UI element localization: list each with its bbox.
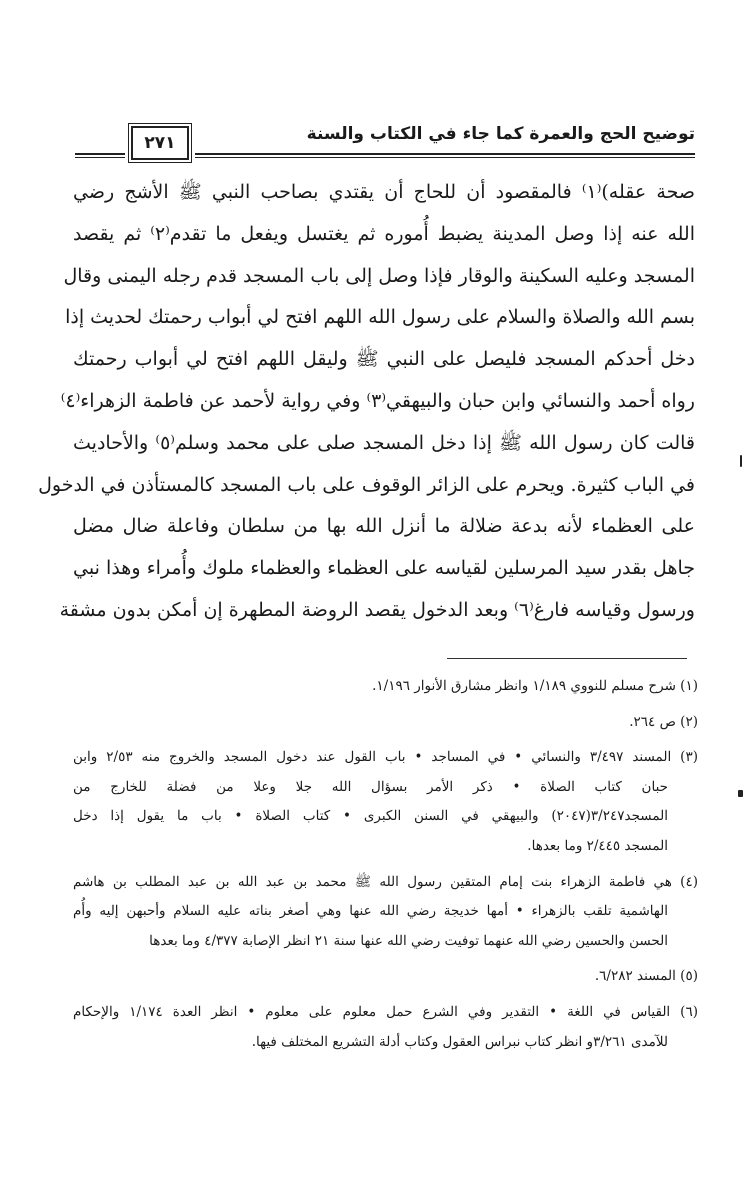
footnote-line: الهاشمية تلقب بالزهراء • أمها خديجة رضي الله عنها وهي أصغر بناته عليه السلام وأحبهن إليه وأُم: [73, 903, 668, 920]
footnote-line: (٢) ص ٢٦٤.: [629, 713, 698, 730]
footnote-divider: [447, 658, 687, 659]
header-title: توضيح الحج والعمرة كما جاء في الكتاب والسنة: [306, 124, 695, 144]
footnote-line: (٣) المسند ٣/٤٩٧ والنسائي • في المساجد • باب القول عند دخول المسجد والخروج منه ٢/٥٣ وابن: [73, 749, 698, 766]
footnote-line: حبان كتاب الصلاة • ذكر الأمر بسؤال الله جلا وعلا من فضلة للخارج من: [73, 778, 668, 795]
text-line: رواه أحمد والنسائي وابن حبان والبيهقي⁽٣⁾ وفي رواية لأحمد عن فاطمة الزهراء⁽٤⁾: [60, 389, 695, 412]
footnote-line: (٦) القياس في اللغة • التقدير وفي الشرع حمل معلوم على معلوم • انظر العدة ١/١٧٤ والإحكام: [73, 1003, 698, 1020]
margin-mark: [740, 455, 742, 467]
text-line: الله عنه إذا وصل المدينة يضبط أُموره ثم يغتسل ويفعل ما تقدم⁽٢⁾ ثم يقصد: [73, 222, 695, 245]
footnote: [73, 868, 698, 957]
footnote-line: للآمدى ٣/٢٦١و انظر كتاب نبراس العقول وكتاب أدلة التشريع المختلف فيها.: [251, 1033, 668, 1050]
main-text: [38, 172, 695, 632]
footnote: [73, 998, 698, 1057]
margin-mark: [738, 790, 743, 797]
page-number: ٢٧١: [131, 126, 189, 160]
text-line: دخل أحدكم المسجد فليصل على النبي ﷺ وليقل اللهم افتح لي أبواب رحمتك: [73, 348, 695, 371]
footnote-line: (٤) هي فاطمة الزهراء بنت إمام المتقين رسول الله ﷺ محمد بن عبد الله بن عبد المطلب بن هاشم: [73, 873, 698, 890]
footnote-line: (٥) المسند ٦/٢٨٢.: [594, 968, 698, 985]
text-line: بسم الله والصلاة والسلام على رسول الله اللهم افتح لي أبواب رحمتك لحديث إذا: [65, 306, 695, 329]
text-line: ورسول وقياسه فارغ⁽٦⁾ وبعد الدخول يقصد الروضة المطهرة إن أمكن بدون مشقة: [59, 598, 695, 621]
header-rule: [195, 153, 695, 158]
text-line: قالت كان رسول الله ﷺ إذا دخل المسجد صلى على محمد وسلم⁽٥⁾ والأحاديث: [73, 431, 695, 454]
text-line: في الباب كثيرة. ويحرم على الزائر الوقوف على باب المسجد كالمستأذن في الدخول: [38, 473, 695, 496]
footnote-line: المسجد ٢/٤٤٥ وما بعدها.: [527, 837, 668, 854]
running-header: [75, 120, 695, 164]
footnote-line: الحسن والحسين رضي الله عنهما توفيت رضي الله عنها سنة ٢١ انظر الإصابة ٤/٣٧٧ وما بعدها: [149, 932, 668, 949]
text-line: صحة عقله)⁽١⁾ فالمقصود أن للحاج أن يقتدي بصاحب النبي ﷺ الأشج رضي: [73, 181, 695, 203]
footnotes: [73, 672, 698, 1057]
footnote: [73, 962, 698, 992]
header-rule-left: [75, 153, 125, 158]
text-line: جاهل بقدر سيد المرسلين لقياسه على العظماء والعظماء ملوك وأُمراء وهذا نبي: [73, 557, 695, 580]
footnote: [73, 672, 698, 702]
footnote-line: المسجد٣/٢٤٧(٢٠٤٧) والبيهقي في السنن الكبرى • كتاب الصلاة • باب ما يقول إذا دخل: [73, 808, 668, 825]
text-line: المسجد وعليه السكينة والوقار فإذا وصل إلى باب المسجد قدم رجله اليمنى وقال: [63, 264, 695, 287]
footnote: [73, 743, 698, 861]
footnote: [73, 708, 698, 738]
footnote-line: (١) شرح مسلم للنووي ١/١٨٩ وانظر مشارق الأنوار ١/١٩٦.: [372, 678, 698, 694]
text-line: على العظماء لأنه بدعة ضلالة ما أنزل الله بها من سلطان وفاعلة ضال مضل: [73, 515, 695, 538]
